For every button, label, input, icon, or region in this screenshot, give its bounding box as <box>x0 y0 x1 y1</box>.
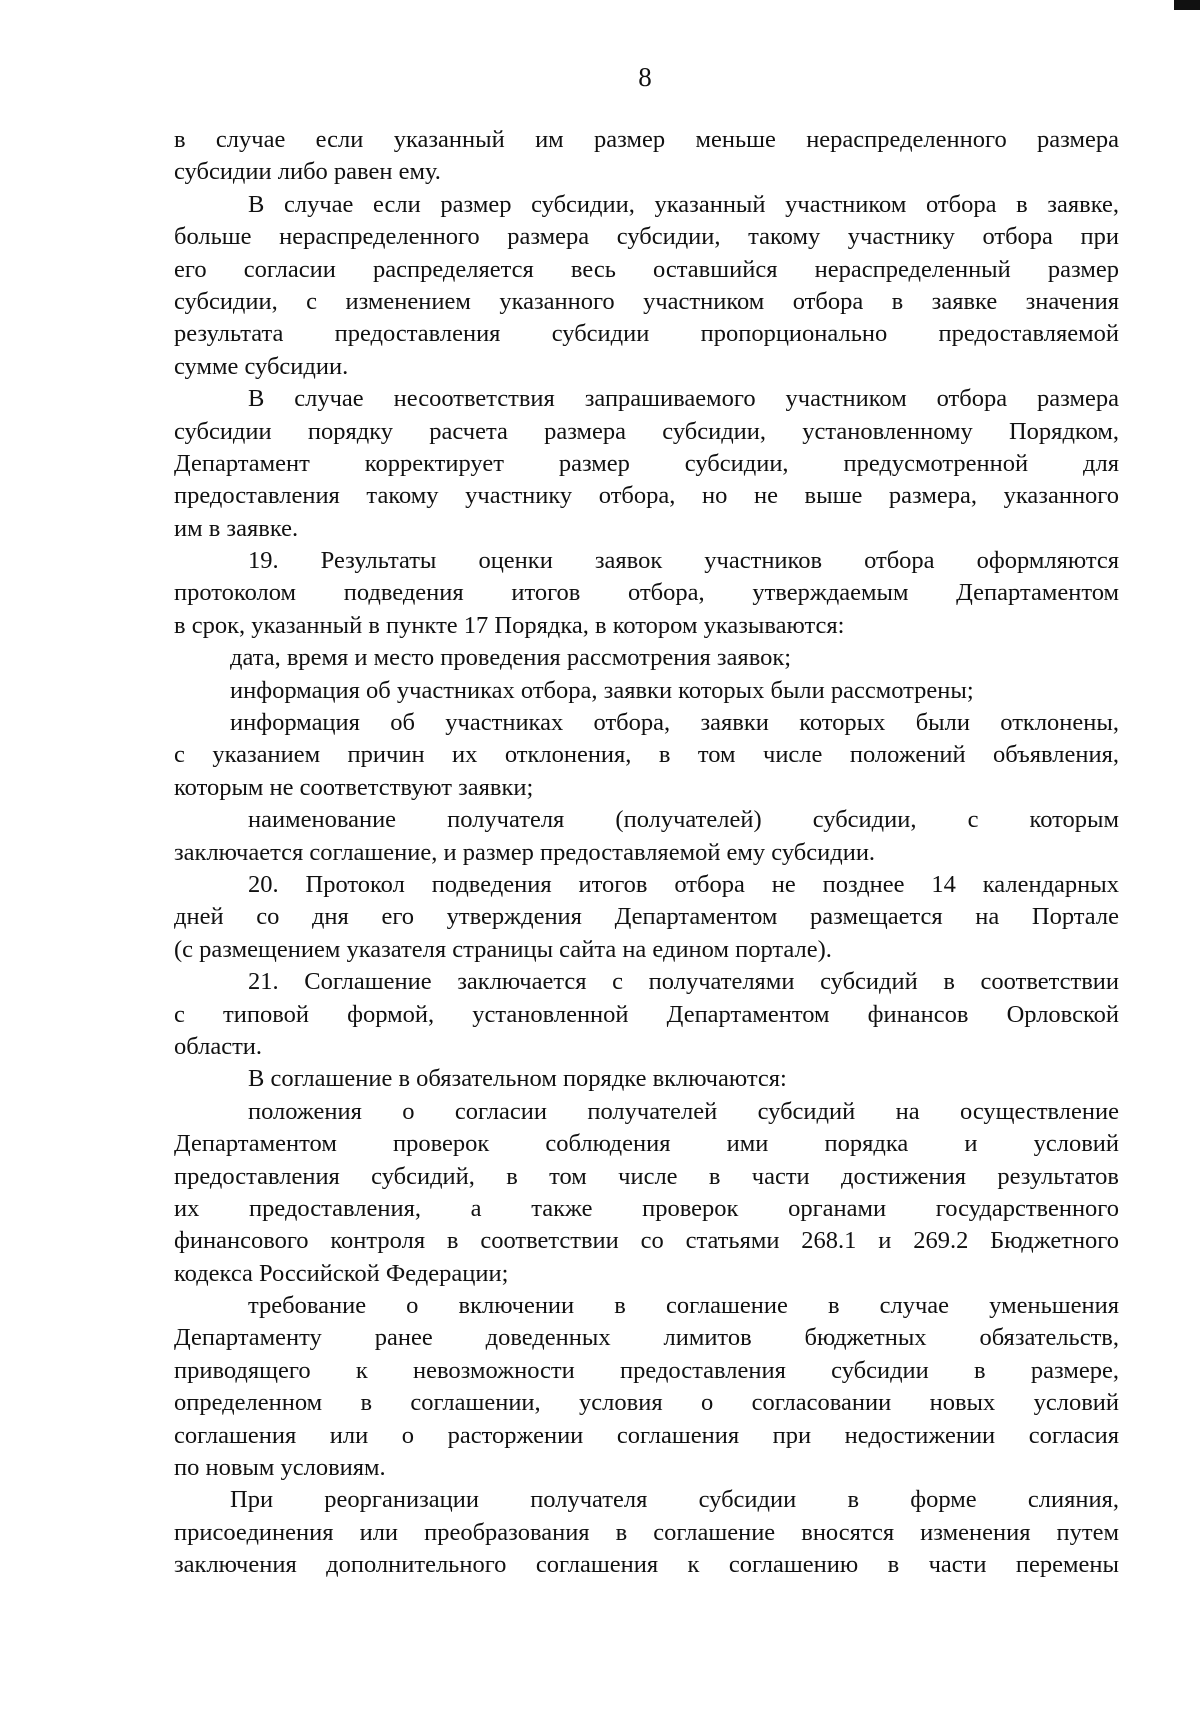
text-line: информация об участниках отбора, заявки которых были рассмотрены; <box>230 676 974 704</box>
text-line: 20. Протокол подведения итогов отбора не позднее 14 календарных <box>248 870 1119 898</box>
text-line: области. <box>174 1032 263 1060</box>
text-line: предоставления такому участнику отбора, но не выше размера, указанного <box>174 482 1119 510</box>
text-line: В случае если размер субсидии, указанный участником отбора в заявке, <box>248 190 1119 218</box>
text-line: по новым условиям. <box>174 1454 386 1482</box>
text-line: Департаментом проверок соблюдения ими порядка и условий <box>174 1130 1119 1158</box>
text-line: в случае если указанный им размер меньше нераспределенного размера <box>174 126 1119 153</box>
text-line: протоколом подведения итогов отбора, утверждаемым Департаментом <box>174 579 1119 607</box>
text-line: Департамент корректирует размер субсидии, предусмотренной для <box>174 449 1119 477</box>
scan-corner-mark <box>1174 0 1200 10</box>
text-line: 21. Соглашение заключается с получателями субсидий в соответствии <box>248 968 1119 996</box>
text-line: заключается соглашение, и размер предоставляемой ему субсидии. <box>174 838 876 866</box>
page-number: 8 <box>638 62 652 92</box>
text-line: положения о согласии получателей субсидий на осуществление <box>248 1097 1119 1125</box>
text-line: соглашения или о расторжении соглашения при недостижении согласия <box>174 1421 1119 1449</box>
text-line: информация об участниках отбора, заявки которых были отклонены, <box>230 709 1119 737</box>
text-line: в срок, указанный в пункте 17 Порядка, в котором указываются: <box>174 611 845 639</box>
text-line: результата предоставления субсидии пропорционально предоставляемой <box>174 320 1119 348</box>
text-line: 19. Результаты оценки заявок участников отбора оформляются <box>248 547 1119 575</box>
text-line: дата, время и место проведения рассмотрения заявок; <box>230 644 792 672</box>
text-line: финансового контроля в соответствии со статьями 268.1 и 269.2 Бюджетного <box>174 1227 1119 1255</box>
text-line: их предоставления, а также проверок органами государственного <box>174 1194 1119 1222</box>
document-body <box>174 124 1119 1582</box>
text-line: Департаменту ранее доведенных лимитов бюджетных обязательств, <box>174 1324 1119 1352</box>
text-line: (с размещением указателя страницы сайта на едином портале). <box>174 935 832 963</box>
text-line: При реорганизации получателя субсидии в форме слияния, <box>230 1486 1119 1514</box>
text-line: дней со дня его утверждения Департаментом размещается на Портале <box>174 903 1119 931</box>
text-line: заключения дополнительного соглашения к соглашению в части перемены <box>174 1551 1119 1579</box>
text-line: приводящего к невозможности предоставления субсидии в размере, <box>174 1356 1119 1384</box>
text-line: больше нераспределенного размера субсидии, такому участнику отбора при <box>174 223 1119 251</box>
text-line: требование о включении в соглашение в случае уменьшения <box>248 1292 1119 1320</box>
text-line: им в заявке. <box>174 514 299 542</box>
text-line: В соглашение в обязательном порядке включаются: <box>248 1065 787 1093</box>
text-line: которым не соответствуют заявки; <box>174 773 534 801</box>
text-line: субсидии порядку расчета размера субсидии, установленному Порядком, <box>174 417 1119 445</box>
text-line: субсидии либо равен ему. <box>174 158 441 186</box>
text-line: предоставления субсидий, в том числе в части достижения результатов <box>174 1162 1119 1190</box>
text-line: наименование получателя (получателей) субсидии, с которым <box>248 806 1119 834</box>
text-line: с типовой формой, установленной Департаментом финансов Орловской <box>174 1000 1119 1028</box>
text-line: с указанием причин их отклонения, в том числе положений объявления, <box>174 741 1119 769</box>
text-line: его согласии распределяется весь оставшийся нераспределенный размер <box>174 255 1119 283</box>
text-line: В случае несоответствия запрашиваемого участником отбора размера <box>248 385 1119 413</box>
text-line: присоединения или преобразования в соглашение вносятся изменения путем <box>174 1518 1119 1546</box>
text-line: субсидии, с изменением указанного участником отбора в заявке значения <box>174 287 1119 315</box>
text-line: сумме субсидии. <box>174 352 349 380</box>
text-line: кодекса Российской Федерации; <box>174 1259 509 1287</box>
text-line: определенном в соглашении, условия о согласовании новых условий <box>174 1389 1119 1417</box>
